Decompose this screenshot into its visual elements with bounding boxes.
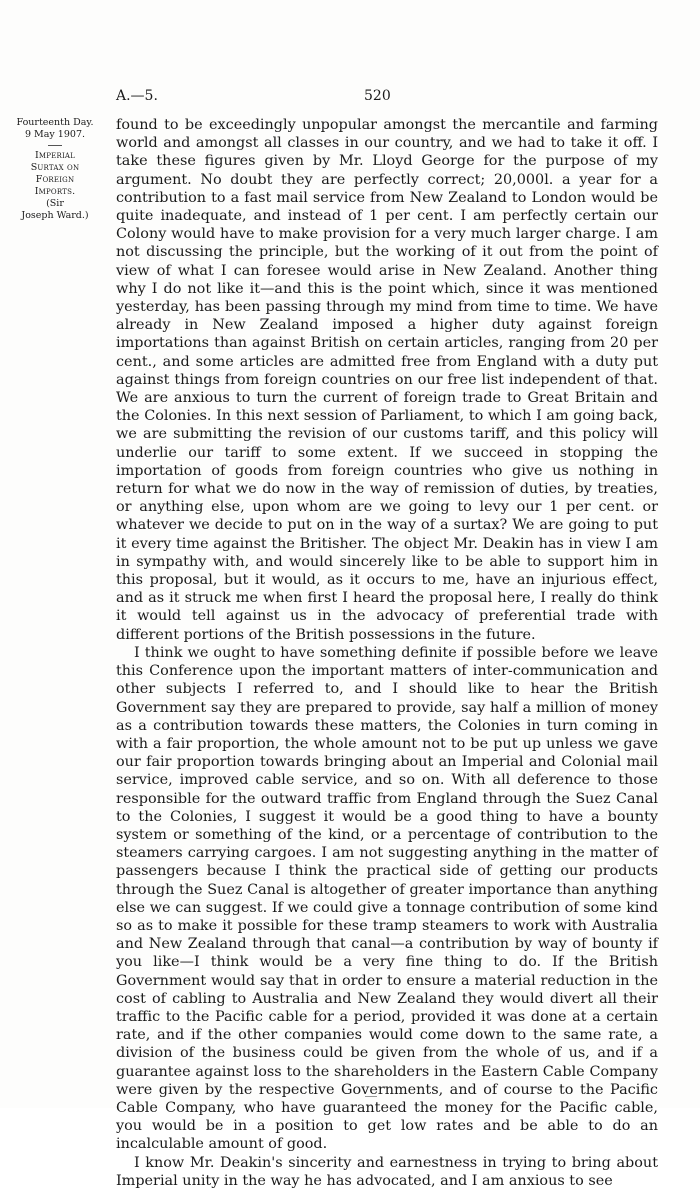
body-text	[116, 116, 658, 1190]
margin-speaker-line: (Sir	[46, 198, 64, 209]
body-paragraph: I know Mr. Deakin's sincerity and earnestness in trying to bring about Imperial unity in the way he has advocated, and I am anxious to see	[116, 1154, 658, 1189]
margin-topic-line: Foreign	[35, 174, 75, 185]
page-header	[116, 88, 656, 106]
margin-speaker-line: Joseph Ward.)	[21, 210, 89, 221]
body-paragraph: found to be exceedingly unpopular amongst the mercantile and farming world and amongst all classes in our country, and we had to take it off. I take these figures given by Mr. Lloyd George for the purpose of my argument. No doubt they are perfectly correct; 20,000l. a year for a contribution to a fast mail service from New Zealand to London would be quite inadequate, and instead of 1 per cent. I am perfectly certain our Colony would have to make provision for a very much larger charge. I am not discussing the principle, but the working of it out from the point of view of what I can foresee would arise in New Zealand. Another thing why I do not like it—and this is the point which, since it was mentioned yesterday, has been passing through my mind from time to time. We have already in New Zealand imposed a higher duty against foreign importations than against British on certain articles, ranging from 20 per cent., and some articles are admitted free from England with a duty put against things from foreign countries on our free list independent of that. We are anxious to turn the current of foreign trade to Great Britain and the Colonies. In this next session of Parliament, to which I am going back, we are submitting the revision of our customs tariff, and this policy will underlie our tariff to some extent. If we succeed in stopping the importation of goods from foreign countries who give us nothing in return for what we do now in the way of remission of duties, by treaties, or anything else, upon whom are we going to levy our 1 per cent. or whatever we decide to put on in the way of a surtax? We are going to put it every time against the Britisher. The object Mr. Deakin has in view I am in sympathy with, and would sincerely like to be able to support him in this proposal, but it would, as it occurs to me, have an injurious effect, and as it struck me when first I heard the proposal here, I really do think it would tell against us in the advocacy of preferential trade with different portions of the British possessions in the future.	[116, 117, 658, 643]
margin-note	[14, 117, 96, 222]
margin-topic-line: Imperial	[34, 150, 76, 161]
paper-reference: A.—5.	[116, 88, 158, 104]
margin-date: 9 May 1907.	[24, 129, 86, 140]
margin-topic-line: Surtax on	[30, 162, 80, 173]
body-paragraph: I think we ought to have something definite if possible before we leave this Conference upon the important matters of inter-communication and other subjects I referred to, and I should like to hear the British Government say they are prepared to provide, say half a million of money as a contribution towards these matters, the Colonies in turn coming in with a fair proportion, the whole amount not to be put up unless we gave our fair proportion towards bringing about an Imperial and Colonial mail service, improved cable service, and so on. With all deference to those responsible for the outward traffic from England through the Suez Canal to the Colonies, I suggest it would be a good thing to have a bounty system or something of the kind, or a percentage of contribution to the steamers carrying cargoes. I am not suggesting anything in the matter of passengers because I think the practical side of getting our products through the Suez Canal is altogether of greater importance than anything else we can suggest. If we could give a tonnage contribution of some kind so as to make it possible for these tramp steamers to work with Australia and New Zealand through that canal—a contribution by way of bounty if you like—I think would be a very fine thing to do. If the British Government would say that in order to ensure a material reduction in the cost of cabling to Australia and New Zealand they would divert all their traffic to the Pacific cable for a period, provided it was done at a certain rate, and if the other companies would come down to the same rate, a division of the business could be given from the whole of us, and if a guarantee against loss to the shareholders in the Eastern Cable Company were given by the respective Governments, and of course to the Pacific Cable Company, who have guaranteed the money for the Pacific cable, you would be in a position to get low rates and be able to do an incalculable amount of good.	[116, 644, 658, 1153]
margin-divider	[48, 145, 62, 146]
page-footer-mark	[365, 1096, 377, 1097]
margin-topic-line: Imports.	[34, 186, 76, 197]
page-number: 520	[364, 88, 391, 104]
margin-day: Fourteenth Day.	[16, 117, 94, 128]
